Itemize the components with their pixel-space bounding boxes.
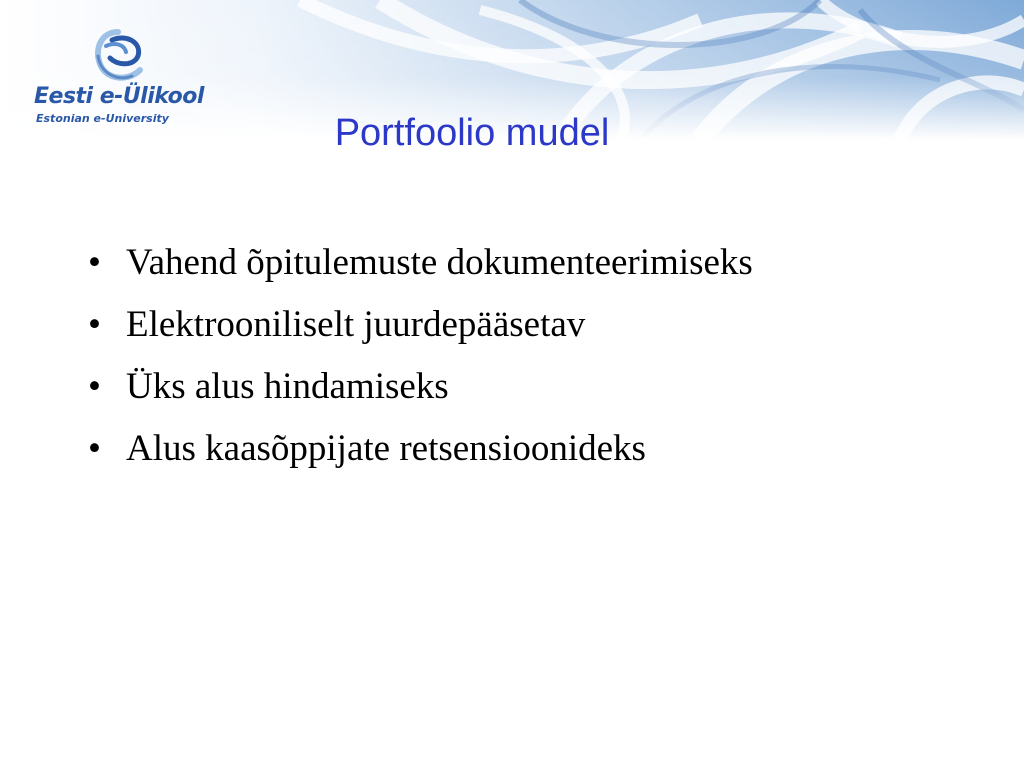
logo-name: Eesti e-Ülikool (34, 84, 204, 109)
bullet-text: Alus kaasõppijate retsensioonideks (126, 428, 646, 469)
bullet-item (88, 356, 753, 418)
bullet-marker: • (88, 304, 101, 345)
logo-subtitle: Estonian e-University (36, 112, 169, 125)
bullet-marker: • (88, 242, 101, 283)
bullet-text: Elektrooniliselt juurdepääsetav (126, 304, 586, 345)
bullet-marker: • (88, 366, 101, 407)
bullet-item (88, 232, 753, 294)
bullet-item (88, 294, 753, 356)
e-swirl-logo-icon (88, 26, 148, 88)
bullet-marker: • (88, 428, 101, 469)
bullet-text: Üks alus hindamiseks (126, 366, 449, 407)
bullet-text: Vahend õpitulemuste dokumenteerimiseks (126, 242, 753, 283)
bullet-item (88, 418, 753, 480)
bullet-list (88, 232, 753, 480)
slide-title: Portfoolio mudel (334, 112, 610, 154)
